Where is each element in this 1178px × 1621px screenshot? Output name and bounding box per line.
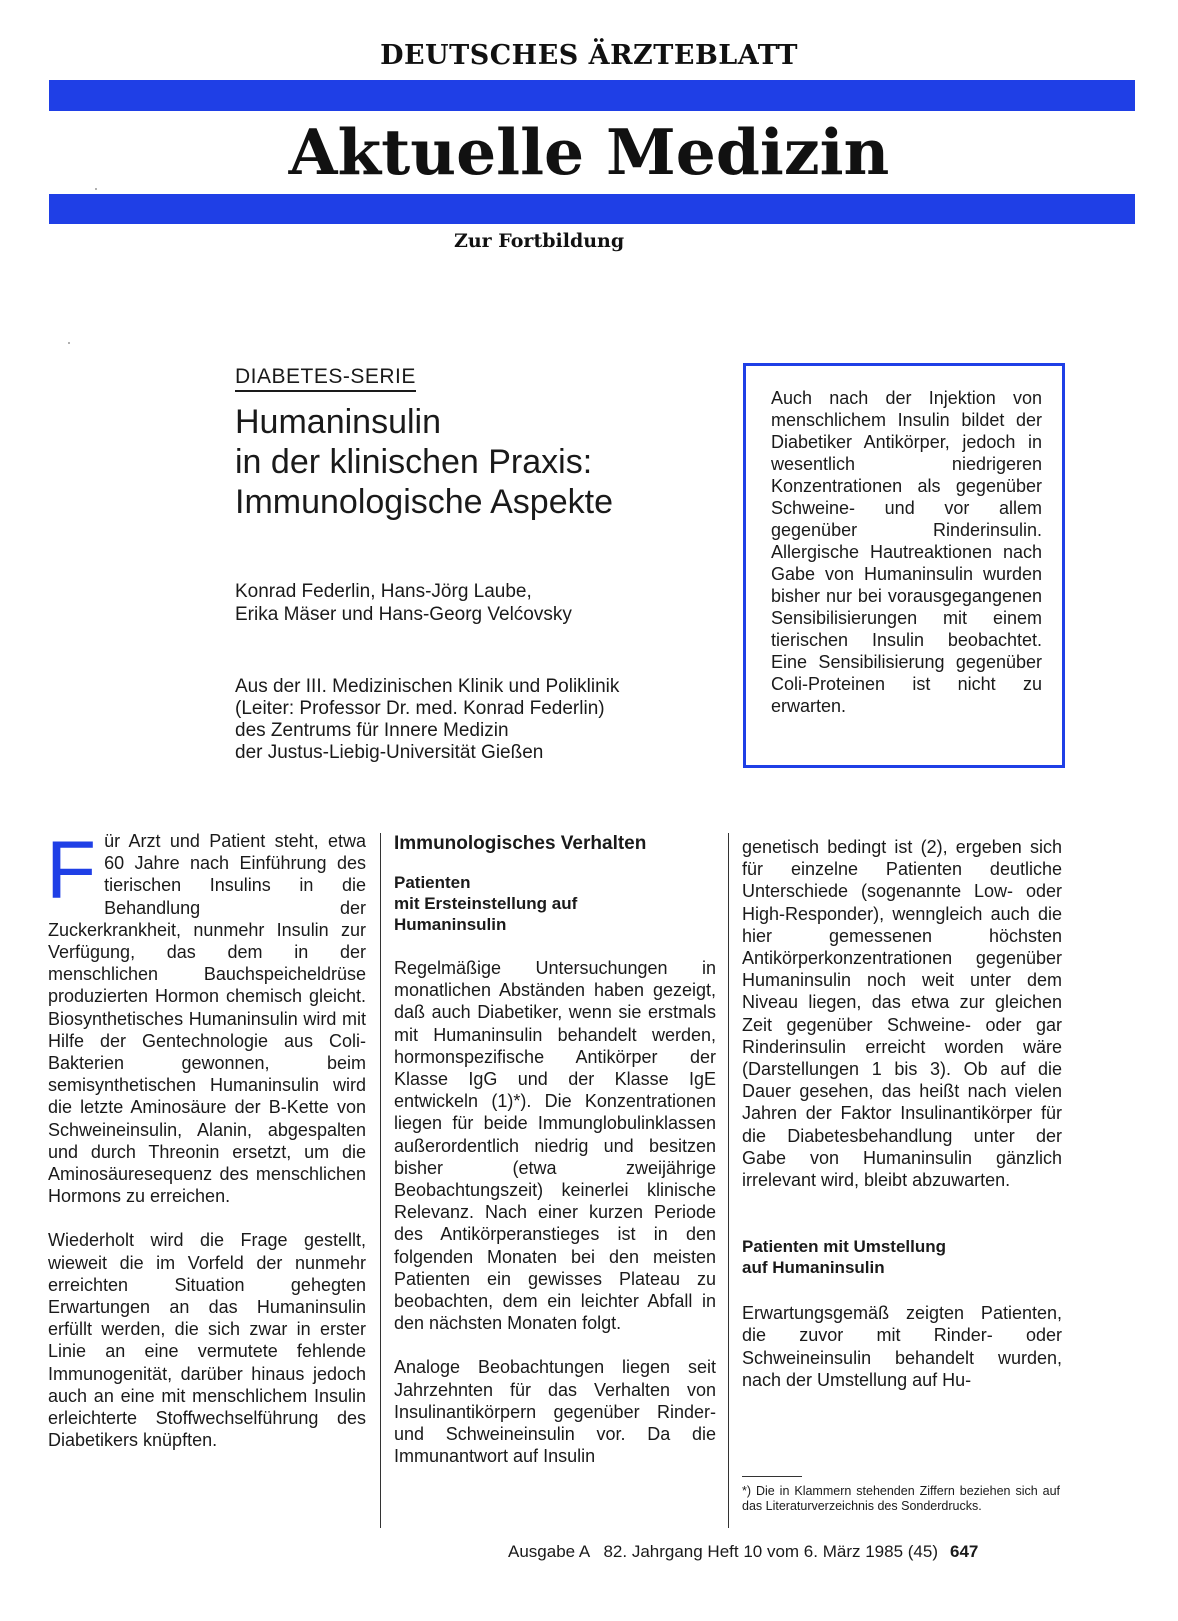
affiliation-line: (Leiter: Professor Dr. med. Konrad Federlin)	[235, 698, 605, 719]
column-divider	[380, 833, 381, 1528]
journal-name: DEUTSCHES ÄRZTEBLATT	[380, 40, 798, 71]
article-title-line: Humaninsulin	[235, 403, 441, 441]
paragraph-text: ür Arzt und Patient steht, etwa 60 Jahre nach Einführung des tierischen Insulins in die Behandlung der Zuckerkrankheit, nunmehr Insulin zur Verfügung, das dem in der menschlichen Bauchspeicheldrüse produzierten Hormon chemisch gleicht. Biosynthetisches Humaninsulin wird mit Hilfe der Gentechnologie aus Coli-Bakterien gewonnen, beim semisynthetischen Humaninsulin wird die letzte Aminosäure der B-Kette von Schweineinsulin, Alanin, abgespalten und durch Threonin ersetzt, um die Aminosäuresequenz des menschlichen Hormons zu erreichen.	[48, 831, 366, 1207]
body-column-2	[394, 832, 716, 1467]
page-number: 647	[949, 1542, 979, 1561]
subheading-line: Humaninsulin	[394, 915, 507, 934]
page-footer	[508, 1542, 978, 1562]
subheading-line: mit Ersteinstellung auf	[394, 894, 578, 913]
section-subtitle: Zur Fortbildung	[454, 230, 625, 252]
summary-box	[743, 363, 1065, 768]
footnote: *) Die in Klammern stehenden Ziffern beziehen sich auf das Literaturverzeichnis des Sonderdrucks.	[742, 1484, 1060, 1513]
affiliation-line: Aus der III. Medizinischen Klinik und Poliklinik	[235, 676, 620, 697]
affiliation-line: des Zentrums für Innere Medizin	[235, 720, 509, 741]
subheading	[394, 872, 716, 935]
footnote-divider	[742, 1476, 802, 1477]
masthead-bar-bottom	[49, 194, 1135, 224]
article-title-line: in der klinischen Praxis:	[235, 443, 593, 481]
paragraph: genetisch bedingt ist (2), ergeben sich für einzelne Patienten deutliche Unterschiede (sogenannte Low- oder High-Responder), wenngleich auch die hier gemessenen höchsten Antikörperkonzentrationen gegenüber Humaninsulin noch weit unter dem Niveau liegen, das etwa zur gleichen Zeit gegenüber Schweine- oder gar Rinderinsulin erreicht worden wäre (Darstellungen 1 bis 3). Ob auf die Dauer gesehen, das heißt nach vielen Jahren der Faktor Insulinantikörper für die Diabetesbehandlung unter der Gabe von Humaninsulin gänzlich irrelevant wird, bleibt abzuwarten.	[742, 837, 1062, 1191]
summary-text: Auch nach der Injektion von menschlichem Insulin bildet der Diabetiker Antikörper, jedoch in wesentlich niedrigeren Konzentrationen als gegenüber Schweine- und vor allem gegenüber Rinderinsulin. Allergische Hautreaktionen nach Gabe von Humaninsulin wurden bisher nur bei vorausgegangenen Sensibilisierungen mit einem tierischen Insulin beobachtet. Eine Sensibilisierung gegenüber Coli-Proteinen ist nicht zu erwarten.	[771, 388, 1042, 716]
scan-speck	[68, 342, 70, 344]
paragraph: Wiederholt wird die Frage gestellt, wieweit die im Vorfeld der nunmehr erreichten Situation gehegten Erwartungen an das Humaninsulin erfüllt werden, die sich zwar in erster Linie an eine vermutete fehlende Immunogenität, darüber hinaus jedoch auch an eine mit menschlichem Insulin erleichterte Stoffwechselführung des Diabetikers knüpften.	[48, 1230, 366, 1451]
series-label: DIABETES-SERIE	[235, 365, 416, 392]
intro-paragraph	[46, 825, 366, 1207]
body-column-1	[46, 825, 366, 1451]
section-title: Aktuelle Medizin	[288, 115, 890, 189]
article-title	[235, 402, 715, 522]
body-column-3	[742, 836, 1062, 1391]
subheading-line: auf Humaninsulin	[742, 1258, 885, 1278]
masthead-bar-top	[49, 80, 1135, 111]
author-line: Konrad Federlin, Hans-Jörg Laube,	[235, 581, 532, 602]
subheading-line: Patienten mit Umstellung	[742, 1237, 947, 1257]
affiliation	[235, 676, 735, 764]
affiliation-line: der Justus-Liebig-Universität Gießen	[235, 742, 544, 763]
article-title-line: Immunologische Aspekte	[235, 483, 613, 521]
paragraph: Erwartungsgemäß zeigten Patienten, die zuvor mit Rinder- oder Schweineinsulin behandelt wurden, nach der Umstellung auf Hu-	[742, 1303, 1062, 1390]
paragraph: Regelmäßige Untersuchungen in monatlichen Abständen haben gezeigt, daß auch Diabetiker, wenn sie erstmals mit Humaninsulin behandelt werden, hormonspezifische Antikörper der Klasse IgG und der Klasse IgE entwickeln (1)*). Die Konzentrationen liegen für beide Immunglobulinklassen außerordentlich niedrig und besitzen bisher (etwa zweijährige Beobachtungszeit) keinerlei klinische Relevanz. Nach einer kurzen Periode des Antikörperanstieges ist in den folgenden Monaten bei den meisten Patienten ein gewisses Plateau zu beobachten, dem ein leichter Abfall in den nächsten Monaten folgt.	[394, 958, 716, 1334]
issue-info: Ausgabe A 82. Jahrgang Heft 10 vom 6. März 1985 (45)	[508, 1542, 938, 1561]
paragraph: Analoge Beobachtungen liegen seit Jahrzehnten für das Verhalten von Insulinantikörpern gegenüber Rinder- und Schweineinsulin vor. Da die Immunantwort auf Insulin	[394, 1357, 716, 1467]
section-heading: Immunologisches Verhalten	[394, 833, 647, 854]
subheading-line: Patienten	[394, 873, 471, 892]
author-list	[235, 580, 715, 626]
scan-speck	[95, 188, 97, 190]
author-line: Erika Mäser und Hans-Georg Velćovsky	[235, 604, 572, 625]
subheading	[742, 1236, 1062, 1278]
column-divider	[728, 833, 729, 1528]
drop-cap: F	[46, 825, 97, 916]
